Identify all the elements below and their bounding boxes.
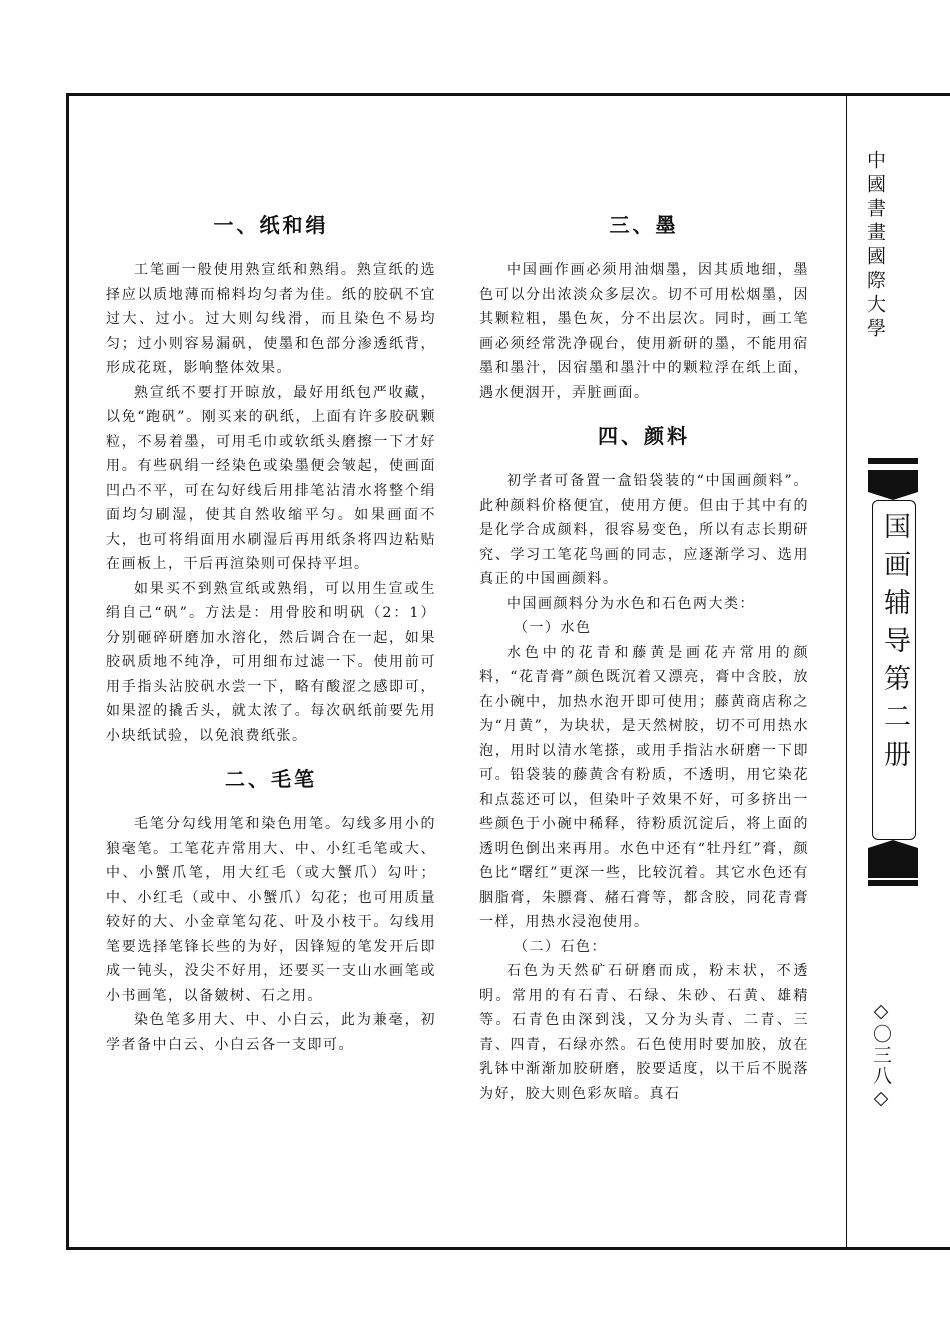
institution-name: 中國書畫國際大學 (864, 150, 886, 342)
page-number: ◇〇三八◇ (870, 1000, 892, 1111)
section-heading-brush: 二、毛笔 (225, 767, 317, 791)
right-column (479, 210, 809, 1106)
section-heading-pigments: 四、颜料 (598, 424, 690, 448)
paragraph: 染色笔多用大、中、小白云，此为兼毫，初学者备中白云、小白云各一支即可。 (106, 1012, 436, 1053)
banner-bottom-ornament (868, 840, 918, 878)
paragraph: 石色为天然矿石研磨而成，粉末状，不透明。常用的有石青、石绿、朱砂、石黄、雄精等。石青色由深到浅，又分为头青、二青、三青、四青，石绿亦然。石色使用时要加胶，放在乳钵中渐渐加胶研磨，胶要适度，以干后不脱落为好，胶大则色彩灰暗。真石 (479, 963, 809, 1102)
paragraph: 中国画作画必须用油烟墨，因其质地细，墨色可以分出浓淡众多层次。切不可用松烟墨，因其颗粒粗，墨色灰，分不出层次。同时，画工笔画必须经常洗净砚台，使用新研的墨，不能用宿墨和墨汁，因宿墨和墨汁中的颗粒浮在纸上面，遇水便洇开，弄脏画面。 (479, 262, 809, 401)
sidebar-divider (846, 96, 847, 1248)
subsection-label-mineral-colors: （二）石色： (514, 938, 607, 955)
section-heading-ink: 三、墨 (609, 213, 679, 237)
paragraph: 如果买不到熟宣纸或熟绢，可以用生宣或生绢自己“矾”。方法是：用骨胶和明矾（2：1）分别砸碎研磨加水溶化，然后调合在一起，如果胶矾质地不纯净，可用细布过滤一下。使用前可用手指头沾胶矾水尝一下，略有酸涩之感即可，如果涩的撬舌头，就太浓了。每次矾纸前要先用小块纸试验，以免浪费纸张。 (106, 580, 436, 744)
section-heading-paper-silk: 一、纸和绢 (213, 213, 329, 237)
paragraph: 工笔画一般使用熟宣纸和熟绢。熟宣纸的选择应以质地薄而棉料均匀者为佳。纸的胶矾不宜过大、过小。过大则勾线滑，而且染色不易均匀；过小则容易漏矾，使墨和色部分渗透纸背，形成花斑，影响整体效果。 (106, 262, 436, 376)
book-title: 国画辅导第二册 (879, 512, 910, 778)
paragraph: 中国画颜料分为水色和石色两大类： (507, 595, 755, 612)
paragraph: 熟宣纸不要打开晾放，最好用纸包严收藏，以免“跑矾”。刚买来的矾纸，上面有许多胶矾颗粒，不易着墨，可用毛巾或软纸头磨擦一下才好用。有些矾绢一经染色或染墨便会皱起，使画面凹凸不平，可在勾好线后用排笔沾清水将整个绢面均匀刷湿，使其自然收缩平匀。如果画面不大，也可将绢面用水刷湿后再用纸条将四边粘贴在画板上，干后再渲染则可保持平坦。 (106, 384, 436, 572)
banner-top-bar (868, 458, 918, 464)
left-column (106, 210, 436, 1057)
paragraph: 水色中的花青和藤黄是画花卉常用的颜料，“花青膏”颜色既沉着又漂亮，膏中含胶，放在小碗中，加热水泡开即可使用；藤黄商店称之为“月黄”，为块状，是天然树胶，切不可用热水泡，用时以清水笔搽，或用手指沾水研磨一下即可。铅袋装的藤黄含有粉质，不透明，用它染花和点蕊还可以，但染叶子效果不好，可多挤出一些颜色于小碗中稀释，待粉质沉淀后，将上面的透明色倒出来再用。水色中还有“牡丹红”膏，颜色比“曙红”更深一些，比较沉着。其它水色还有胭脂膏，朱膘膏、赭石膏等，都含胶，同花青膏一样，用热水浸泡使用。 (479, 644, 809, 930)
banner-top-ornament (868, 470, 918, 500)
paragraph: 毛笔分勾线用笔和染色用笔。勾线多用小的狼毫笔。工笔花卉常用大、中、小红毛笔或大、中、小蟹爪笔，用大红毛（或大蟹爪）勾叶；中、小红毛（或中、小蟹爪）勾花；也可用质量较好的大、小金章笔勾花、叶及小枝干。勾线用笔要选择笔锋长些的为好，因锋短的笔发开后即成一钝头，没尖不好用，还要买一支山水画笔或小书画笔，以备皴树、石之用。 (106, 816, 436, 1004)
subsection-label-water-colors: （一）水色 (514, 620, 592, 636)
banner-bottom-bar (868, 880, 918, 886)
paragraph: 初学者可备置一盒铅袋装的“中国画颜料”。此种颜料价格便宜，使用方便。但由于其中有的是化学合成颜料，很容易变色，所以有志长期研究、学习工笔花鸟画的同志，应逐渐学习、选用真正的中国画颜料。 (479, 473, 809, 587)
